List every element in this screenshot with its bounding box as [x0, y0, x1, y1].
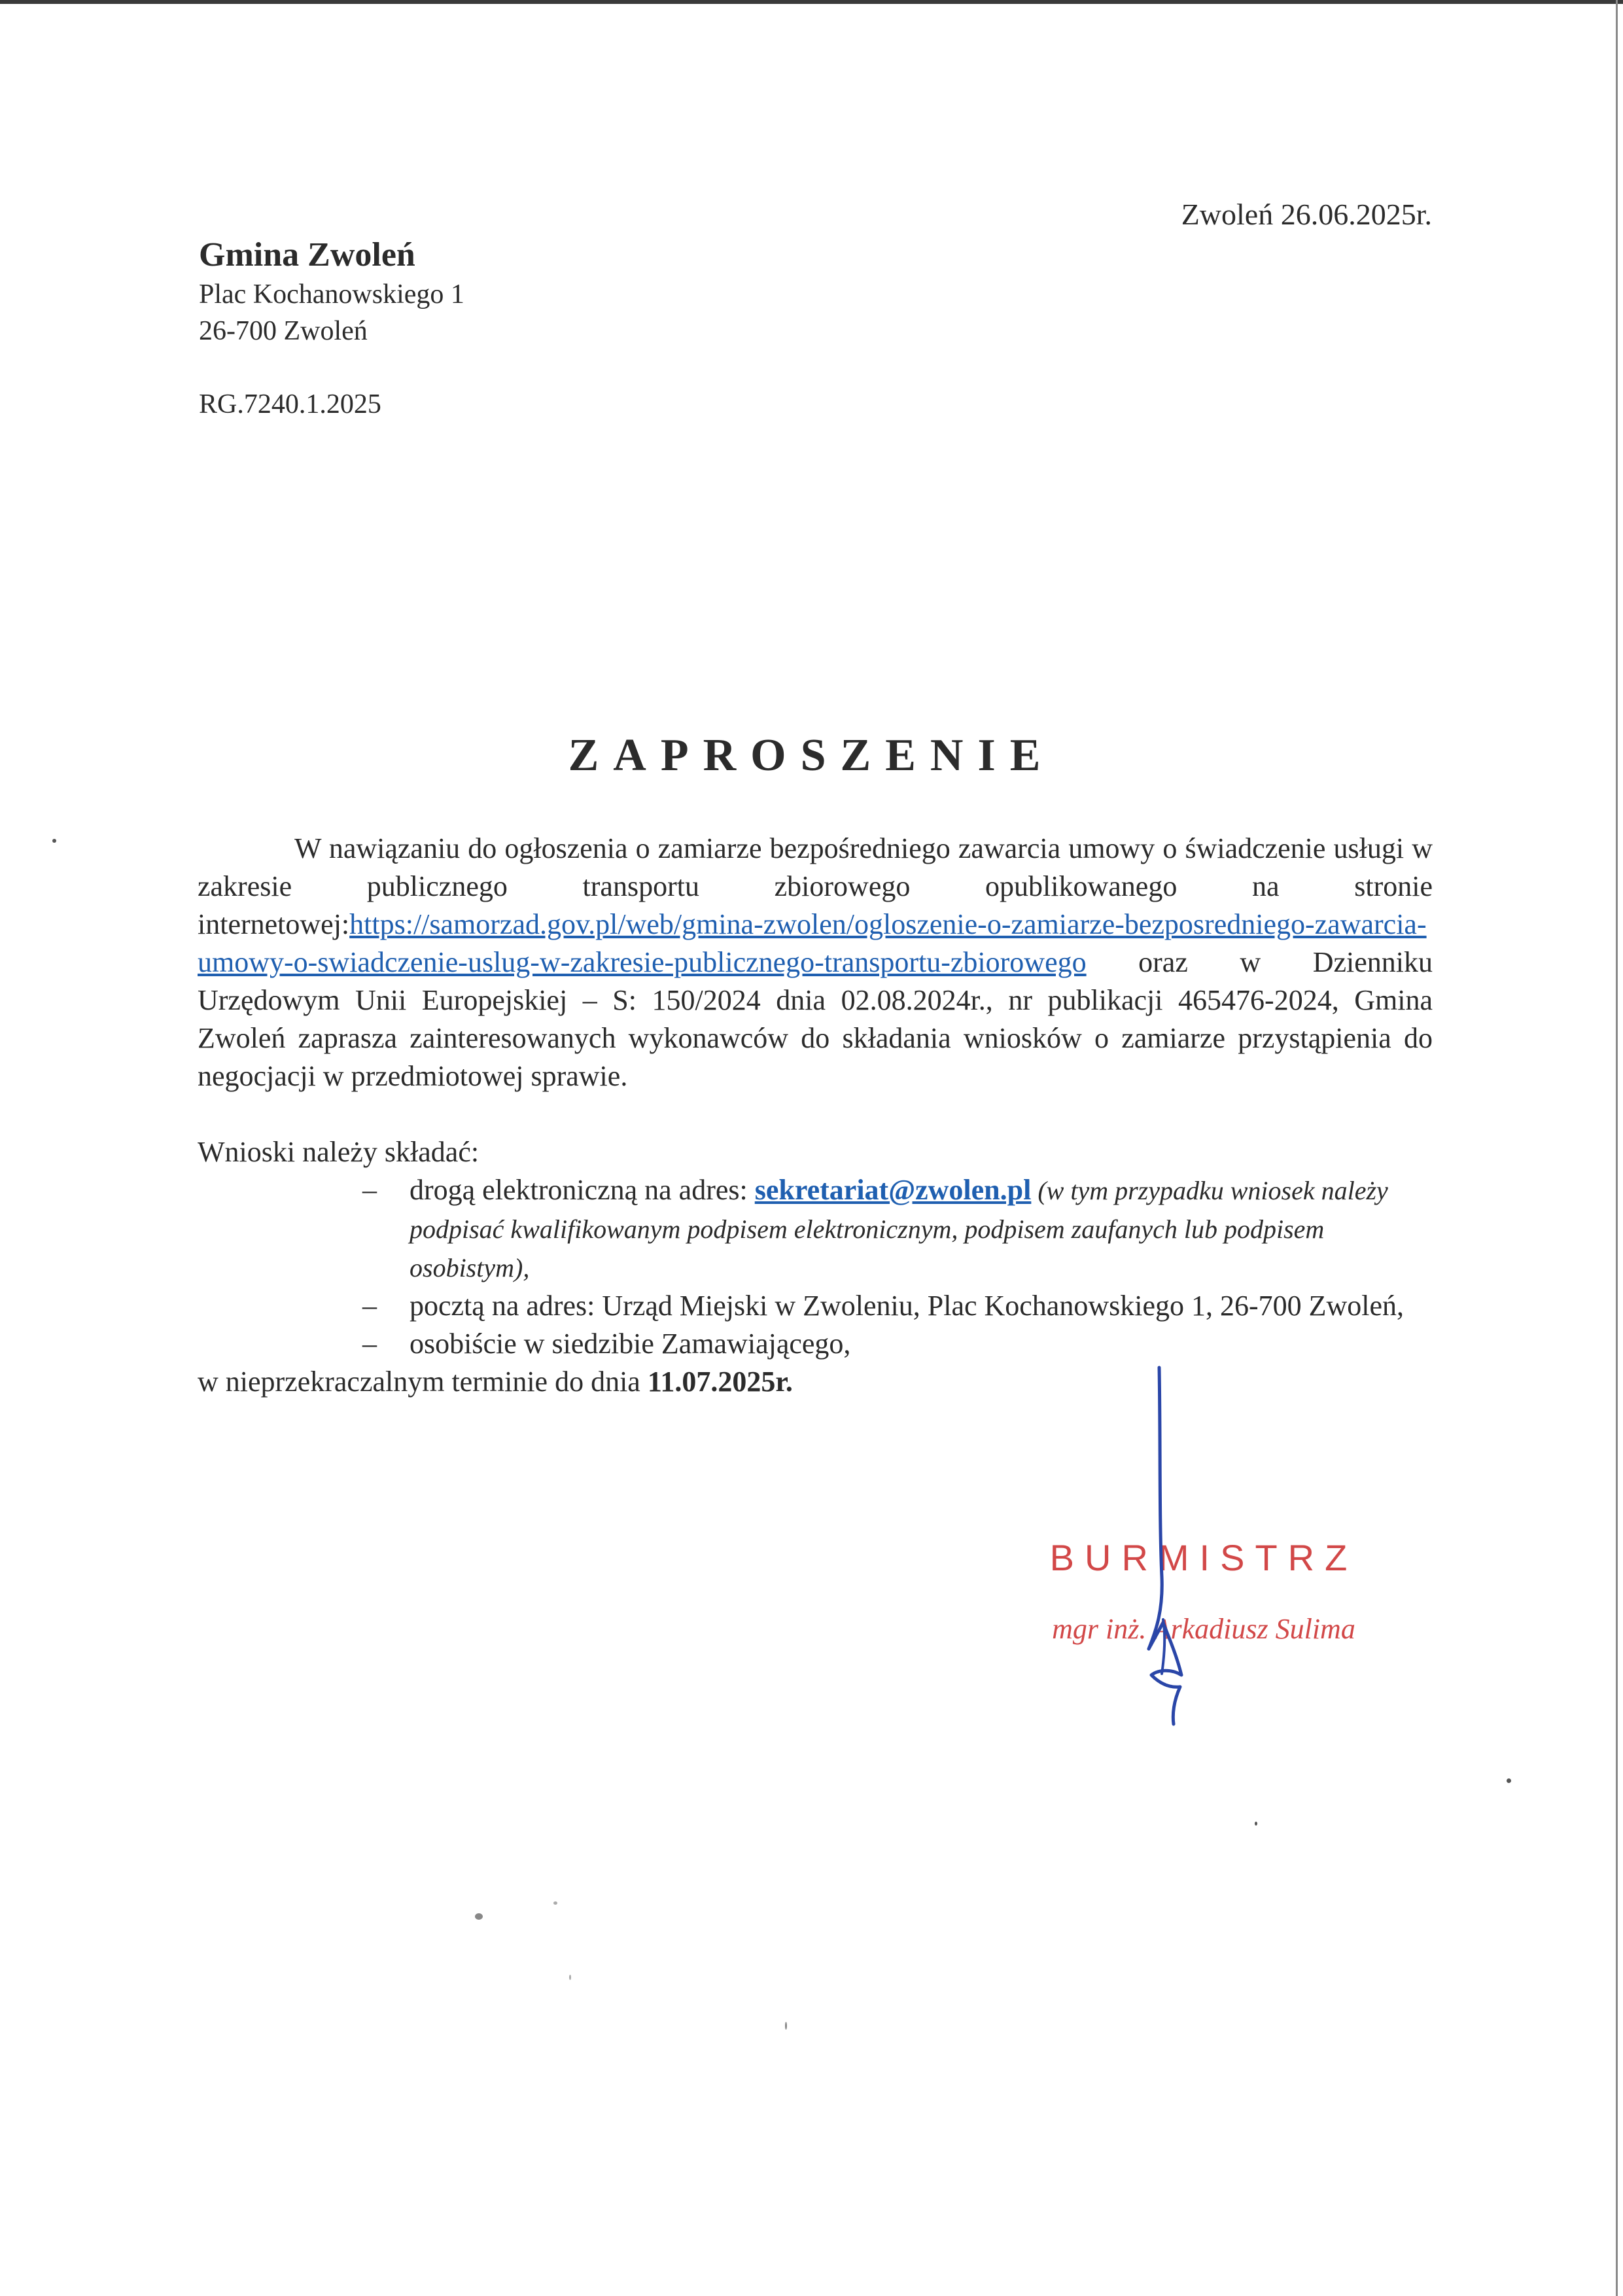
sender-street: Plac Kochanowskiego 1 — [199, 279, 464, 309]
deadline-prefix: w nieprzekraczalnym terminie do dnia — [198, 1366, 648, 1398]
submission-channels-list — [198, 1171, 1433, 1363]
scan-speck — [1507, 1778, 1511, 1783]
intro-text-start: W nawiązaniu do ogłoszenia o zamiarze bezpośredniego zawarcia umowy o świadczenie usługi w zakresie publicznego transportu zbiorowego opublikowanego na stronie internetowej: — [198, 832, 1433, 940]
scan-edge-right — [1616, 0, 1618, 2296]
handwritten-signature — [1125, 1361, 1230, 1727]
reference-number: RG.7240.1.2025 — [199, 389, 381, 419]
scan-speck — [553, 1901, 557, 1905]
stamp-name: mgr inż. Arkadiusz Sulima — [1052, 1613, 1355, 1645]
scan-speck — [785, 2022, 787, 2030]
deadline-line — [198, 1363, 1433, 1401]
document-date: Zwoleń 26.06.2025r. — [1181, 198, 1432, 231]
deadline-date: 11.07.2025r. — [647, 1366, 793, 1398]
document-title: ZAPROSZENIE — [568, 730, 1055, 781]
document-body — [198, 830, 1433, 1401]
announcement-link[interactable]: https://samorzad.gov.pl/web/gmina-zwolen/ogloszenie-o-zamiarze-bezposredniego-zawarcia-umowy-o-swiadczenie-uslug-w-zakresie-publicznego-transportu-zbiorowego — [198, 908, 1427, 978]
intro-paragraph — [198, 830, 1433, 1095]
email-link[interactable]: sekretariat@zwolen.pl — [754, 1174, 1032, 1206]
intro-text-end: oraz w Dzienniku Urzędowym Unii Europejskiej – S: 150/2024 dnia 02.08.2024r., nr publikacji 465476-2024, Gmina Zwoleń zaprasza zainteresowanych wykonawców do składania wniosków o zamiarze przystąpienia do negocjacji w przedmiotowej sprawie. — [198, 946, 1433, 1092]
scan-speck — [52, 839, 56, 843]
scan-speck — [475, 1913, 483, 1920]
sender-name: Gmina Zwoleń — [199, 236, 415, 274]
list-item-in-person — [362, 1325, 1433, 1363]
scan-edge-top — [0, 0, 1623, 4]
post-channel-text: pocztą na adres: Urząd Miejski w Zwoleniu, Plac Kochanowskiego 1, 26-700 Zwoleń, — [410, 1290, 1405, 1322]
submission-lead: Wnioski należy składać: — [198, 1136, 480, 1168]
email-channel-text: drogą elektroniczną na adres: — [410, 1174, 755, 1206]
sender-block — [199, 234, 464, 349]
scan-speck — [569, 1975, 571, 1980]
stamp-title: BURMISTRZ — [1049, 1537, 1358, 1578]
email-signature-note: (w tym przypadku wniosek należy podpisać kwalifikowanym podpisem elektronicznym, podpisem zaufanych lub podpisem osobistym), — [410, 1176, 1388, 1282]
list-item-email — [362, 1171, 1433, 1287]
in-person-channel-text: osobiście w siedzibie Zamawiającego, — [410, 1328, 851, 1360]
list-dash: – — [362, 1328, 377, 1360]
list-dash: – — [362, 1174, 377, 1206]
list-item-post — [362, 1287, 1433, 1325]
scan-speck — [1255, 1822, 1257, 1826]
sender-city: 26-700 Zwoleń — [199, 316, 368, 346]
list-dash: – — [362, 1290, 377, 1322]
